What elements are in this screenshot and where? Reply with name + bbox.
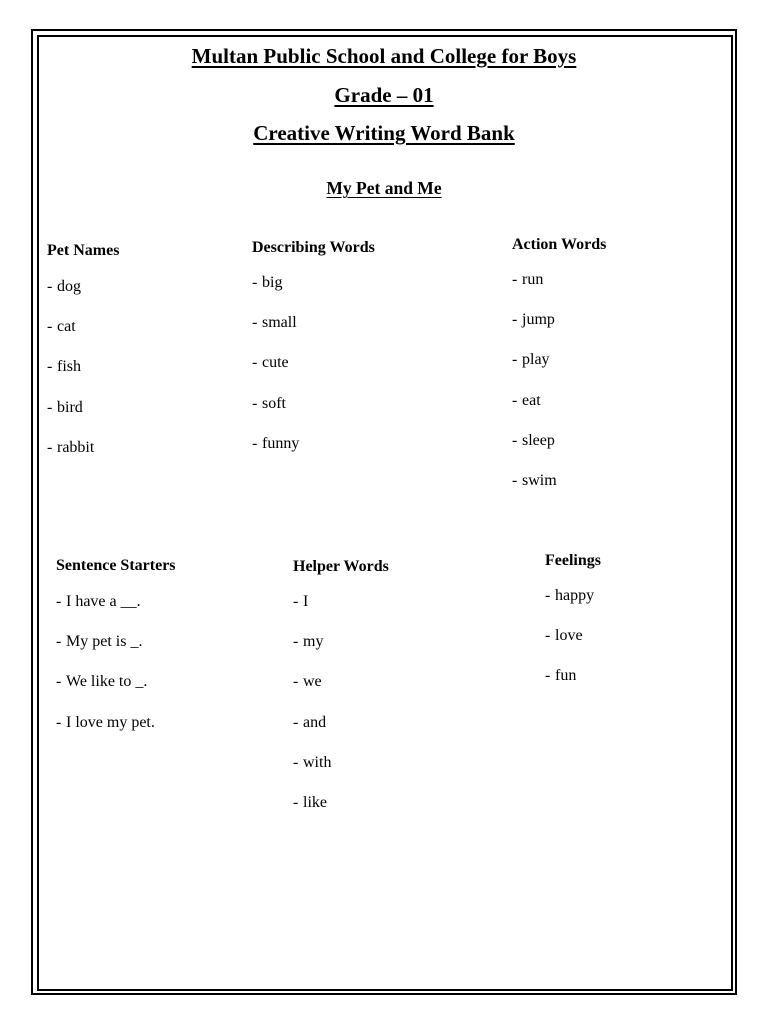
word-text: My pet is _. xyxy=(66,633,143,651)
list-dash: - xyxy=(252,354,258,372)
word-item xyxy=(293,793,389,833)
helper-words-column xyxy=(293,558,389,833)
sentence-starters-heading: Sentence Starters xyxy=(56,557,176,574)
list-dash: - xyxy=(512,311,518,329)
topic-title: My Pet and Me xyxy=(326,178,442,198)
list-dash: - xyxy=(293,793,299,811)
word-text: dog xyxy=(57,278,81,295)
sentence-starters-list xyxy=(56,592,176,753)
list-dash: - xyxy=(56,673,62,691)
word-item xyxy=(545,586,601,626)
word-text: cat xyxy=(57,318,76,336)
word-text: soft xyxy=(262,394,286,412)
word-item xyxy=(545,666,601,706)
word-item xyxy=(293,672,389,712)
word-item xyxy=(47,277,119,317)
word-item xyxy=(252,273,375,313)
word-text: cute xyxy=(262,354,289,372)
school-name: Multan Public School and College for Boys xyxy=(191,44,577,68)
list-dash: - xyxy=(56,713,62,731)
list-dash: - xyxy=(252,274,258,291)
list-dash: - xyxy=(47,438,53,456)
action-words-column xyxy=(512,236,606,511)
word-text: eat xyxy=(522,391,541,409)
word-item xyxy=(293,632,389,672)
word-item xyxy=(512,350,606,390)
pet-names-heading: Pet Names xyxy=(47,242,120,259)
word-item xyxy=(512,391,606,431)
word-text: fish xyxy=(57,358,81,376)
word-text: and xyxy=(303,713,327,731)
list-dash: - xyxy=(512,391,518,409)
word-text: love xyxy=(555,627,583,645)
word-item xyxy=(293,592,389,632)
word-text: with xyxy=(303,753,332,771)
list-dash: - xyxy=(512,271,518,288)
word-text: I have a __. xyxy=(66,593,141,610)
word-item xyxy=(56,632,176,672)
helper-words-heading: Helper Words xyxy=(293,558,389,575)
action-words-heading: Action Words xyxy=(512,236,607,253)
word-text: run xyxy=(522,271,544,288)
list-dash: - xyxy=(47,318,53,336)
word-item xyxy=(252,434,375,474)
list-dash: - xyxy=(545,587,551,604)
word-item xyxy=(512,310,606,350)
word-item xyxy=(252,394,375,434)
word-text: jump xyxy=(522,311,555,329)
list-dash: - xyxy=(512,351,518,369)
list-dash: - xyxy=(512,471,518,489)
list-dash: - xyxy=(252,434,258,452)
word-text: bird xyxy=(57,398,83,416)
word-text: play xyxy=(522,351,550,369)
word-text: funny xyxy=(262,434,300,452)
list-dash: - xyxy=(545,667,551,685)
list-dash: - xyxy=(252,314,258,332)
list-dash: - xyxy=(293,633,299,651)
word-text: like xyxy=(303,793,327,811)
list-dash: - xyxy=(293,673,299,691)
word-text: my xyxy=(303,633,324,651)
word-item xyxy=(293,713,389,753)
word-item xyxy=(252,353,375,393)
sentence-starters-column xyxy=(56,557,176,753)
word-item xyxy=(545,626,601,666)
word-item xyxy=(56,592,176,632)
list-dash: - xyxy=(512,431,518,449)
list-dash: - xyxy=(47,398,53,416)
word-text: big xyxy=(262,274,283,291)
word-item xyxy=(512,471,606,511)
word-text: we xyxy=(303,673,322,691)
word-item xyxy=(47,317,119,357)
helper-words-list xyxy=(293,592,389,833)
word-item xyxy=(47,438,119,478)
word-text: small xyxy=(262,314,297,332)
word-text: swim xyxy=(522,471,557,489)
word-item xyxy=(512,270,606,310)
list-dash: - xyxy=(293,753,299,771)
describing-words-list xyxy=(252,273,375,474)
list-dash: - xyxy=(293,713,299,731)
list-dash: - xyxy=(252,394,258,412)
word-item xyxy=(56,713,176,753)
feelings-list xyxy=(545,586,601,707)
list-dash: - xyxy=(47,358,53,376)
word-item xyxy=(56,672,176,712)
word-item xyxy=(47,357,119,397)
word-item xyxy=(47,398,119,438)
word-item xyxy=(293,753,389,793)
feelings-column xyxy=(545,552,601,707)
word-text: I love my pet. xyxy=(66,713,155,731)
grade-label: Grade – 01 xyxy=(334,83,434,107)
feelings-heading: Feelings xyxy=(545,552,601,569)
list-dash: - xyxy=(47,278,53,295)
word-text: We like to _. xyxy=(66,673,148,691)
word-text: happy xyxy=(555,587,595,604)
list-dash: - xyxy=(293,593,299,610)
word-text: rabbit xyxy=(57,438,95,456)
describing-words-heading: Describing Words xyxy=(252,239,375,256)
list-dash: - xyxy=(545,627,551,645)
word-text: sleep xyxy=(522,431,555,449)
list-dash: - xyxy=(56,633,62,651)
worksheet-title: Creative Writing Word Bank xyxy=(253,121,515,145)
word-text: I xyxy=(303,593,309,610)
word-item xyxy=(512,431,606,471)
action-words-list xyxy=(512,270,606,511)
pet-names-column xyxy=(47,242,119,478)
pet-names-list xyxy=(47,277,119,478)
list-dash: - xyxy=(56,593,62,610)
describing-words-column xyxy=(252,239,375,474)
word-text: fun xyxy=(555,667,577,685)
word-item xyxy=(252,313,375,353)
